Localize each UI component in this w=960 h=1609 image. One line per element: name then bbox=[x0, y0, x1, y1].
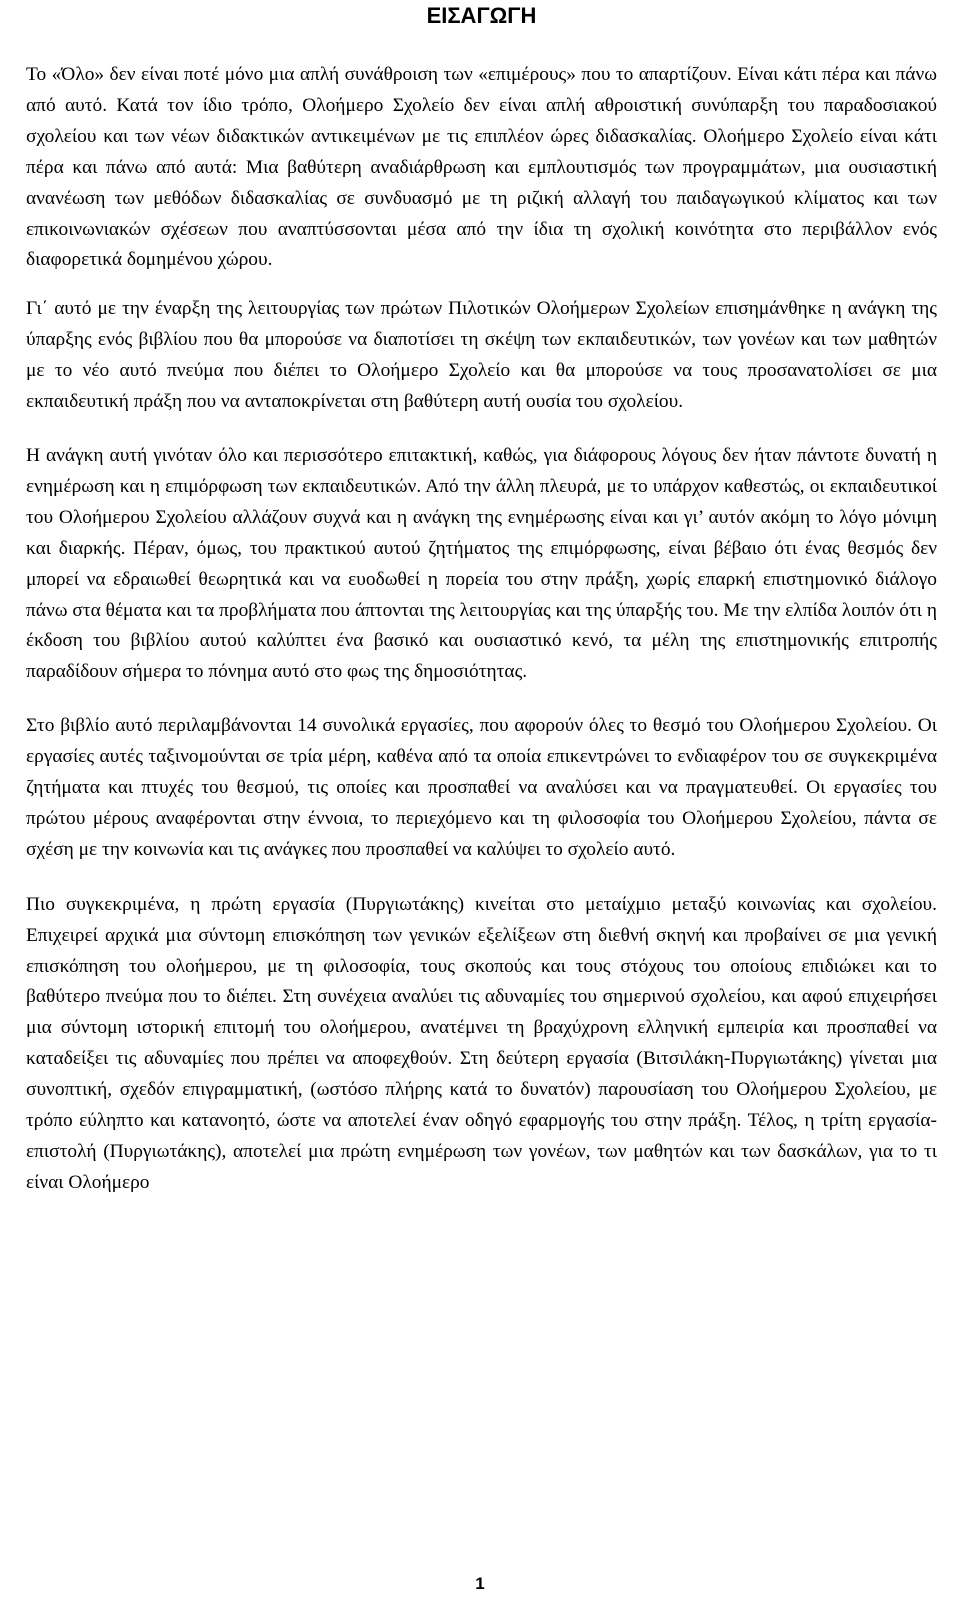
page-title: ΕΙΣΑΓΩΓΗ bbox=[426, 3, 537, 28]
paragraph-4: Στο βιβλίο αυτό περιλαμβάνονται 14 συνολικά εργασίες, που αφορούν όλες το θεσμό του Ολοήμερου Σχολείου. Οι εργασίες αυτές ταξινομούνται σε τρία μέρη, καθένα από τα οποία επικεντρώνει το ενδιαφέρον του σε συγκεκριμένα ζητήματα και πτυχές του θεσμού, τις οποίες και προσπαθεί να αναλύσει και να πραγματευθεί. Οι εργασίες του πρώτου μέρους αναφέρονται στην έννοια, το περιεχόμενο και τη φιλοσοφία του Ολοήμερου Σχολείου, πάντα σε σχέση με την κοινωνία και τις ανάγκες που προσπαθεί να καλύψει το σχολείο αυτό. bbox=[26, 715, 937, 860]
document-page bbox=[26, 0, 937, 1199]
paragraph-3: Η ανάγκη αυτή γινόταν όλο και περισσότερο επιτακτική, καθώς, για διάφορους λόγους δεν ήταν πάντοτε δυνατή η ενημέρωση και η επιμόρφωση των εκπαιδευτικών. Από την άλλη πλευρά, με το υπάρχον καθεστώς, οι εκπαιδευτικοί του Ολοήμερου Σχολείου αλλάζουν συχνά και η ανάγκη της ενημέρωσης είναι και γι’ αυτόν ακόμη το λόγο μόνιμη και διαρκής. Πέραν, όμως, του πρακτικού αυτού ζητήματος της επιμόρφωσης, είναι βέβαιο ότι ένας θεσμός δεν μπορεί να εδραιωθεί θεωρητικά και να ευοδωθεί η πορεία του στην πράξη, χωρίς επαρκή επιστημονικό διάλογο πάνω στα θέματα και τα προβλήματα που άπτονται της λειτουργίας και της ύπαρξής του. Με την ελπίδα λοιπόν ότι η έκδοση του βιβλίου αυτού καλύπτει ένα βασικό και ουσιαστικό κενό, τα μέλη της επιστημονικής επιτροπής παραδίδουν σήμερα το πόνημα αυτό στο φως της δημοσιότητας. bbox=[26, 444, 937, 683]
page-number: 1 bbox=[475, 1574, 485, 1593]
paragraph-2: Γι΄ αυτό με την έναρξη της λειτουργίας των πρώτων Πιλοτικών Ολοήμερων Σχολείων επισημάνθηκε η ανάγκη της ύπαρξης ενός βιβλίου που θα μπορούσε να διαποτίσει τη σκέψη των εκπαιδευτικών, των γονέων και των μαθητών με το νέο αυτό πνεύμα που διέπει το Ολοήμερο Σχολείο και θα μπορούσε να τους προσανατολίσει σε μια εκπαιδευτική πράξη που να ανταποκρίνεται στη βαθύτερη αυτή ουσία του σχολείου. bbox=[26, 298, 937, 413]
paragraph-1: Το «Όλο» δεν είναι ποτέ μόνο μια απλή συνάθροιση των «επιμέρους» που το απαρτίζουν. Είναι κάτι πέρα και πάνω από αυτό. Κατά τον ίδιο τρόπο, Ολοήμερο Σχολείο δεν είναι απλή αθροιστική συνύπαρξη του παραδοσιακού σχολείου και των νέων διδακτικών αντικειμένων με τις επιπλέον ώρες διδασκαλίας. Ολοήμερο Σχολείο είναι κάτι πέρα και πάνω από αυτά: Μια βαθύτερη αναδιάρθρωση και εμπλουτισμός των προγραμμάτων, μια ουσιαστική ανανέωση των μεθόδων διδασκαλίας σε συνδυασμό με τη ριζική αλλαγή του παιδαγωγικού κλίματος και των επικοινωνιακών σχέσεων που αναπτύσσονται μέσα από την ίδια τη σχολική κοινότητα στο περιβάλλον ενός διαφορετικά δομημένου χώρου. bbox=[26, 64, 937, 271]
paragraph-5: Πιο συγκεκριμένα, η πρώτη εργασία (Πυργιωτάκης) κινείται στο μεταίχμιο μεταξύ κοινωνίας και σχολείου. Επιχειρεί αρχικά μια σύντομη επισκόπηση των γενικών εξελίξεων στη διεθνή σκηνή και προβαίνει σε μια γενική επισκόπηση του ολοήμερου, με τη φιλοσοφία, τους σκοπούς και τους στόχους του οποίους επιδιώκει και το βαθύτερο πνεύμα που το διέπει. Στη συνέχεια αναλύει τις αδυναμίες του σημερινού σχολείου, και αφού επιχειρήσει μια σύντομη ιστορική επιτομή του ολοήμερου, ανατέμνει τη βραχύχρονη ελληνική εμπειρία και προσπαθεί να καταδείξει τις αδυναμίες που πρέπει να αποφεχθούν. Στη δεύτερη εργασία (Βιτσιλάκη-Πυργιωτάκης) γίνεται μια συνοπτική, σχεδόν επιγραμματική, (ωστόσο πλήρης κατά το δυνατόν) παρουσίαση του Ολοήμερου Σχολείου, με τρόπο εύληπτο και κατανοητό, ώστε να αποτελεί έναν οδηγό εφαρμογής του στην πράξη. Τέλος, η τρίτη εργασία-επιστολή (Πυργιωτάκης), αποτελεί μια πρώτη ενημέρωση των γονέων, των μαθητών και των δασκάλων, για το τι είναι Ολοήμερο bbox=[26, 893, 937, 1193]
